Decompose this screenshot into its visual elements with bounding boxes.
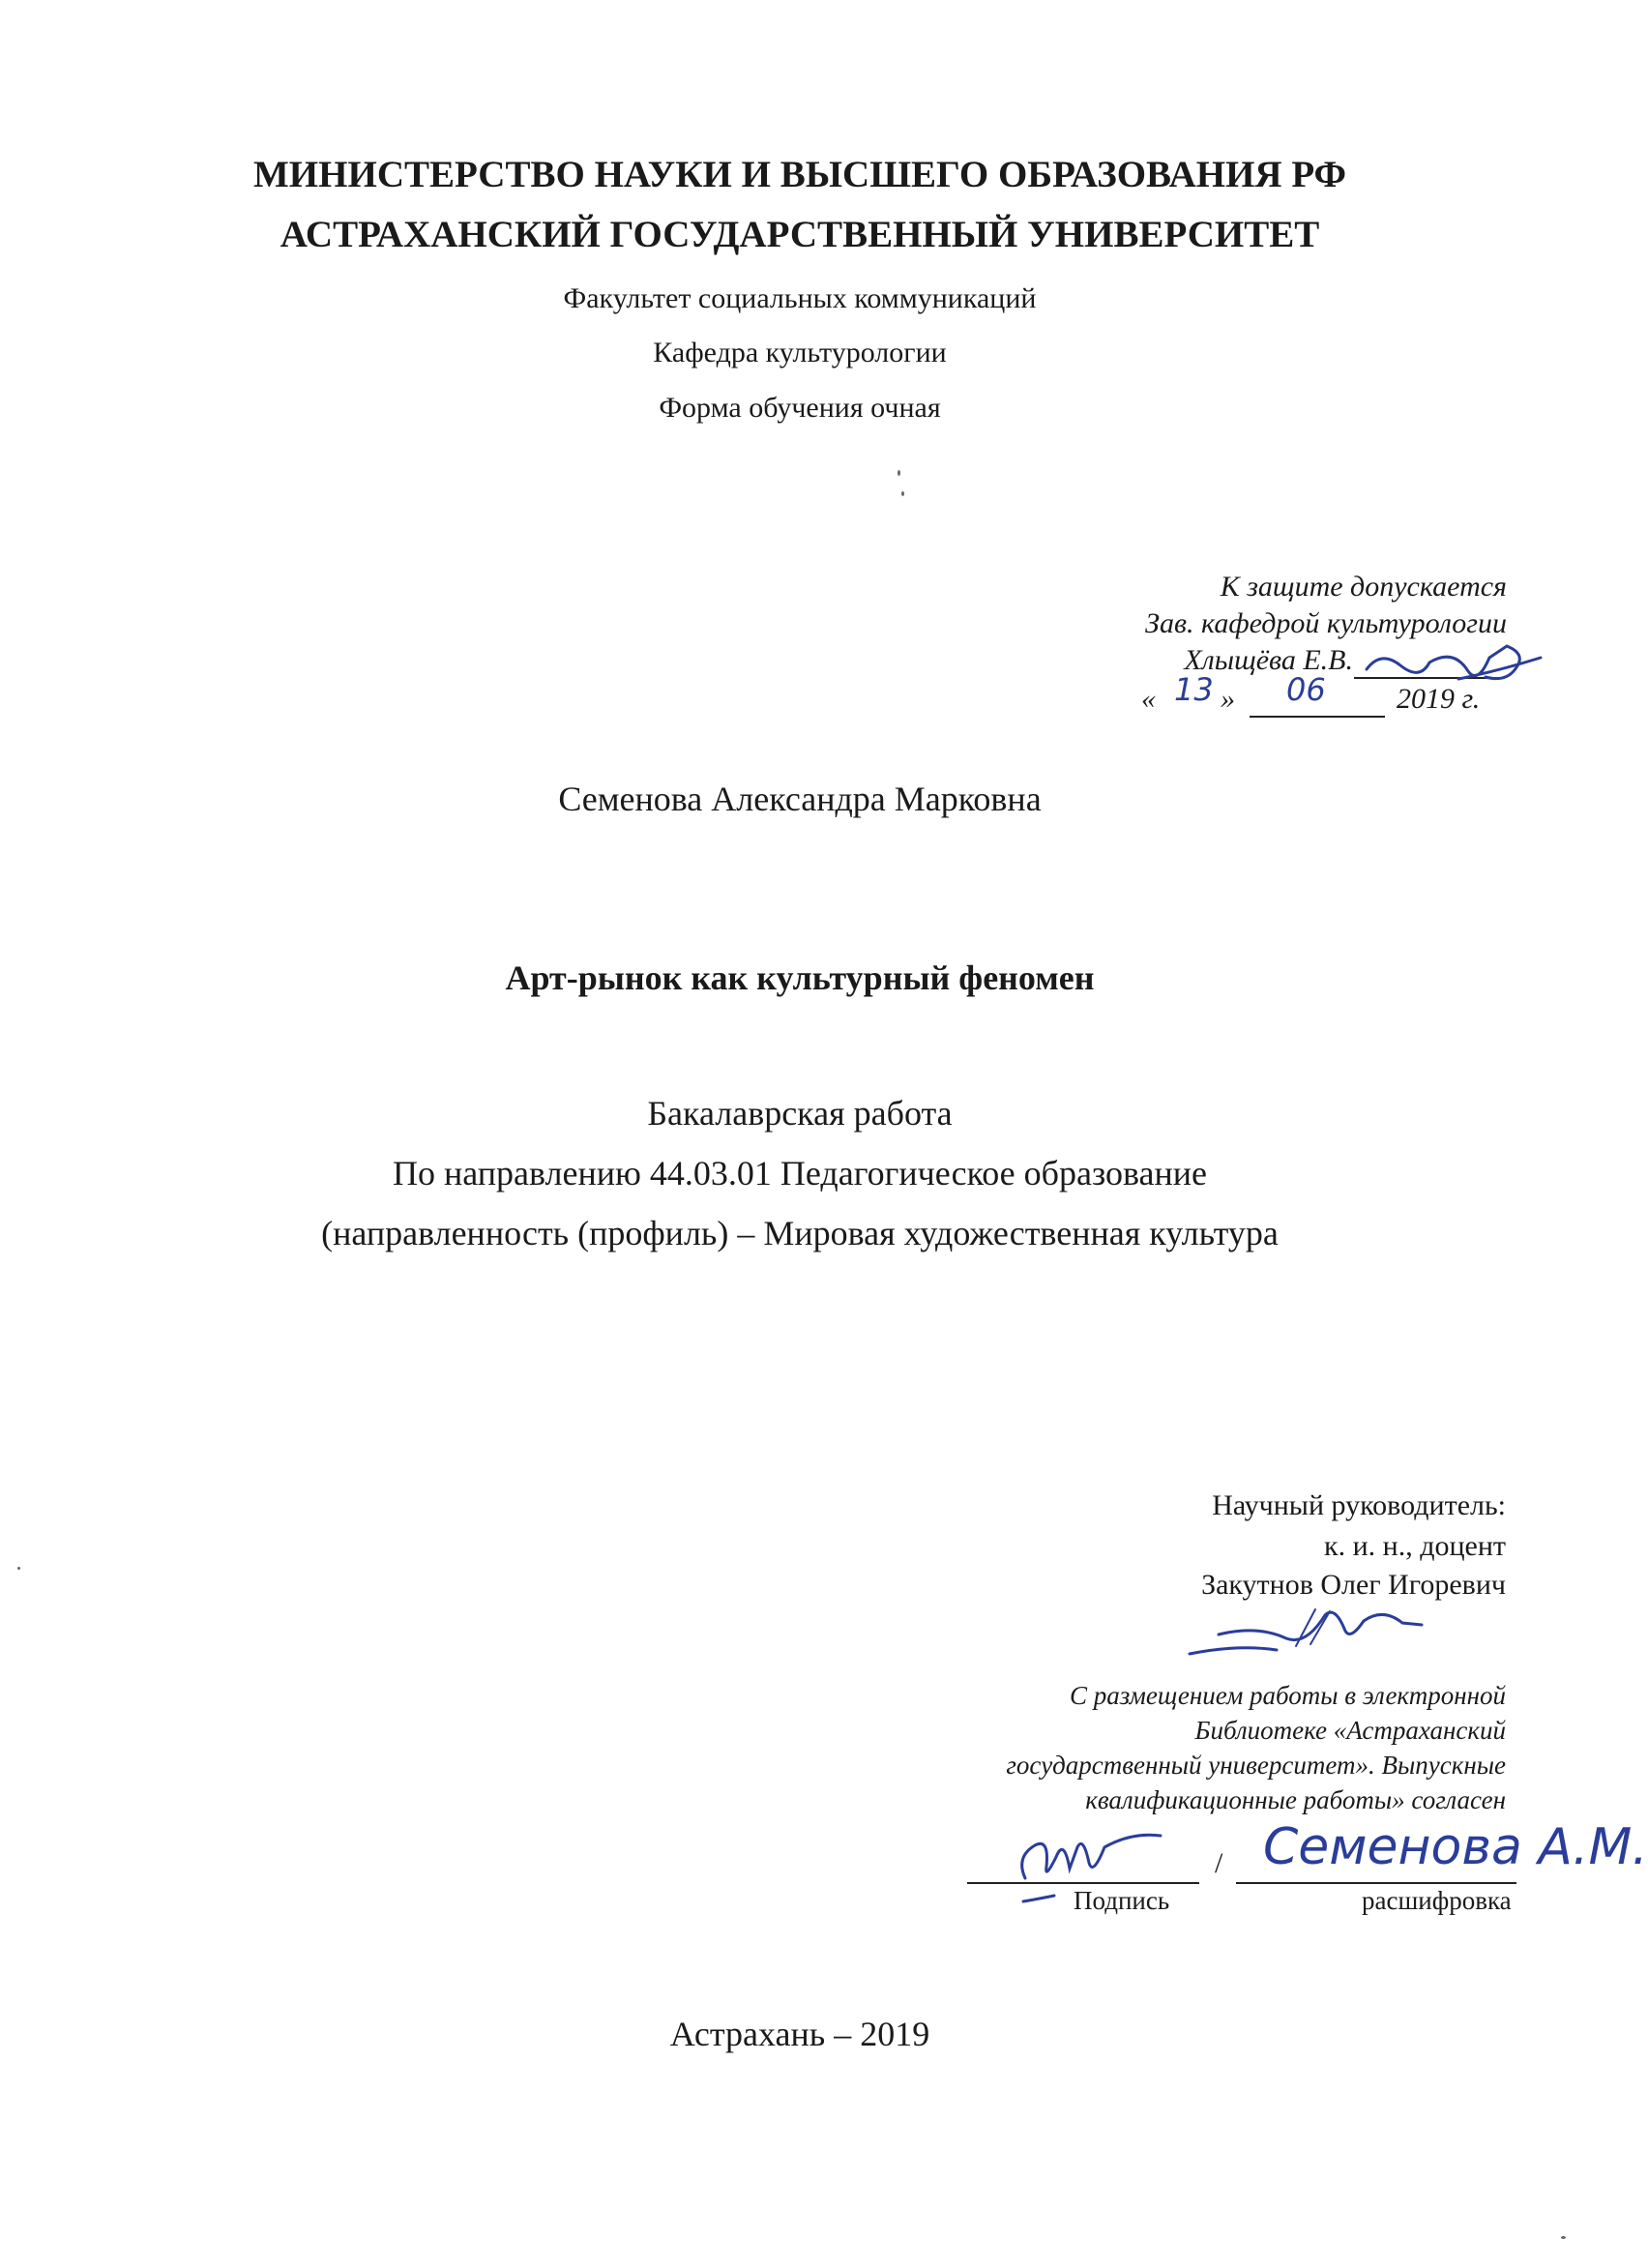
work-profile: (направленность (профиль) – Мировая художественная культура xyxy=(321,1214,1279,1252)
approval-date-year: 2019 г. xyxy=(1397,683,1481,715)
approval-date-month: 06 xyxy=(1286,671,1326,708)
consent-line-3: государственный университет». Выпускные xyxy=(1006,1751,1506,1780)
consent-line-1: С размещением работы в электронной xyxy=(1069,1681,1506,1710)
university-heading: АСТРАХАНСКИЙ ГОСУДАРСТВЕННЫЙ УНИВЕРСИТЕТ xyxy=(280,214,1320,255)
department-name: Кафедра культурологии xyxy=(653,337,947,368)
scan-speck xyxy=(17,1567,20,1570)
signature-separator: / xyxy=(1215,1847,1223,1879)
faculty-name: Факультет социальных коммуникаций xyxy=(563,282,1037,314)
approval-month-line xyxy=(1250,716,1385,718)
scan-speck xyxy=(898,470,900,476)
approval-head-title: Зав. кафедрой культурологии xyxy=(1145,607,1507,639)
study-form: Форма обучения очная xyxy=(659,392,941,424)
approval-date-day: 13 xyxy=(1174,671,1214,708)
scan-speck xyxy=(1561,2236,1566,2239)
approval-admitted: К защите допускается xyxy=(1220,571,1507,603)
handwritten-decoding: Семенова А.М. xyxy=(1263,1818,1648,1876)
approval-date-close: » xyxy=(1221,683,1235,715)
city-year: Астрахань – 2019 xyxy=(669,2015,930,2053)
supervisor-degree: к. и. н., доцент xyxy=(1324,1530,1506,1562)
work-title: Арт-рынок как культурный феномен xyxy=(505,958,1095,997)
consent-line-4: квалификационные работы» согласен xyxy=(1085,1785,1506,1814)
consent-line-2: Библиотеке «Астраханский xyxy=(1194,1716,1506,1745)
supervisor-name: Закутнов Олег Игоревич xyxy=(1201,1569,1506,1601)
supervisor-signature-icon xyxy=(1180,1596,1431,1673)
ministry-heading: МИНИСТЕРСТВО НАУКИ И ВЫСШЕГО ОБРАЗОВАНИЯ РФ xyxy=(253,154,1346,195)
decoding-caption: расшифровка xyxy=(1362,1886,1512,1915)
approval-head-name: Хлыщёва Е.В. xyxy=(1184,644,1353,676)
approval-date-open: « xyxy=(1141,683,1156,715)
work-type: Бакалаврская работа xyxy=(647,1094,953,1133)
work-direction: По направлению 44.03.01 Педагогическое образование xyxy=(393,1154,1207,1193)
scan-speck xyxy=(901,491,904,496)
signature-caption: Подпись xyxy=(1074,1886,1170,1915)
decoding-line xyxy=(1236,1882,1516,1884)
student-name: Семенова Александра Марковна xyxy=(558,780,1042,818)
supervisor-label: Научный руководитель: xyxy=(1212,1489,1506,1521)
